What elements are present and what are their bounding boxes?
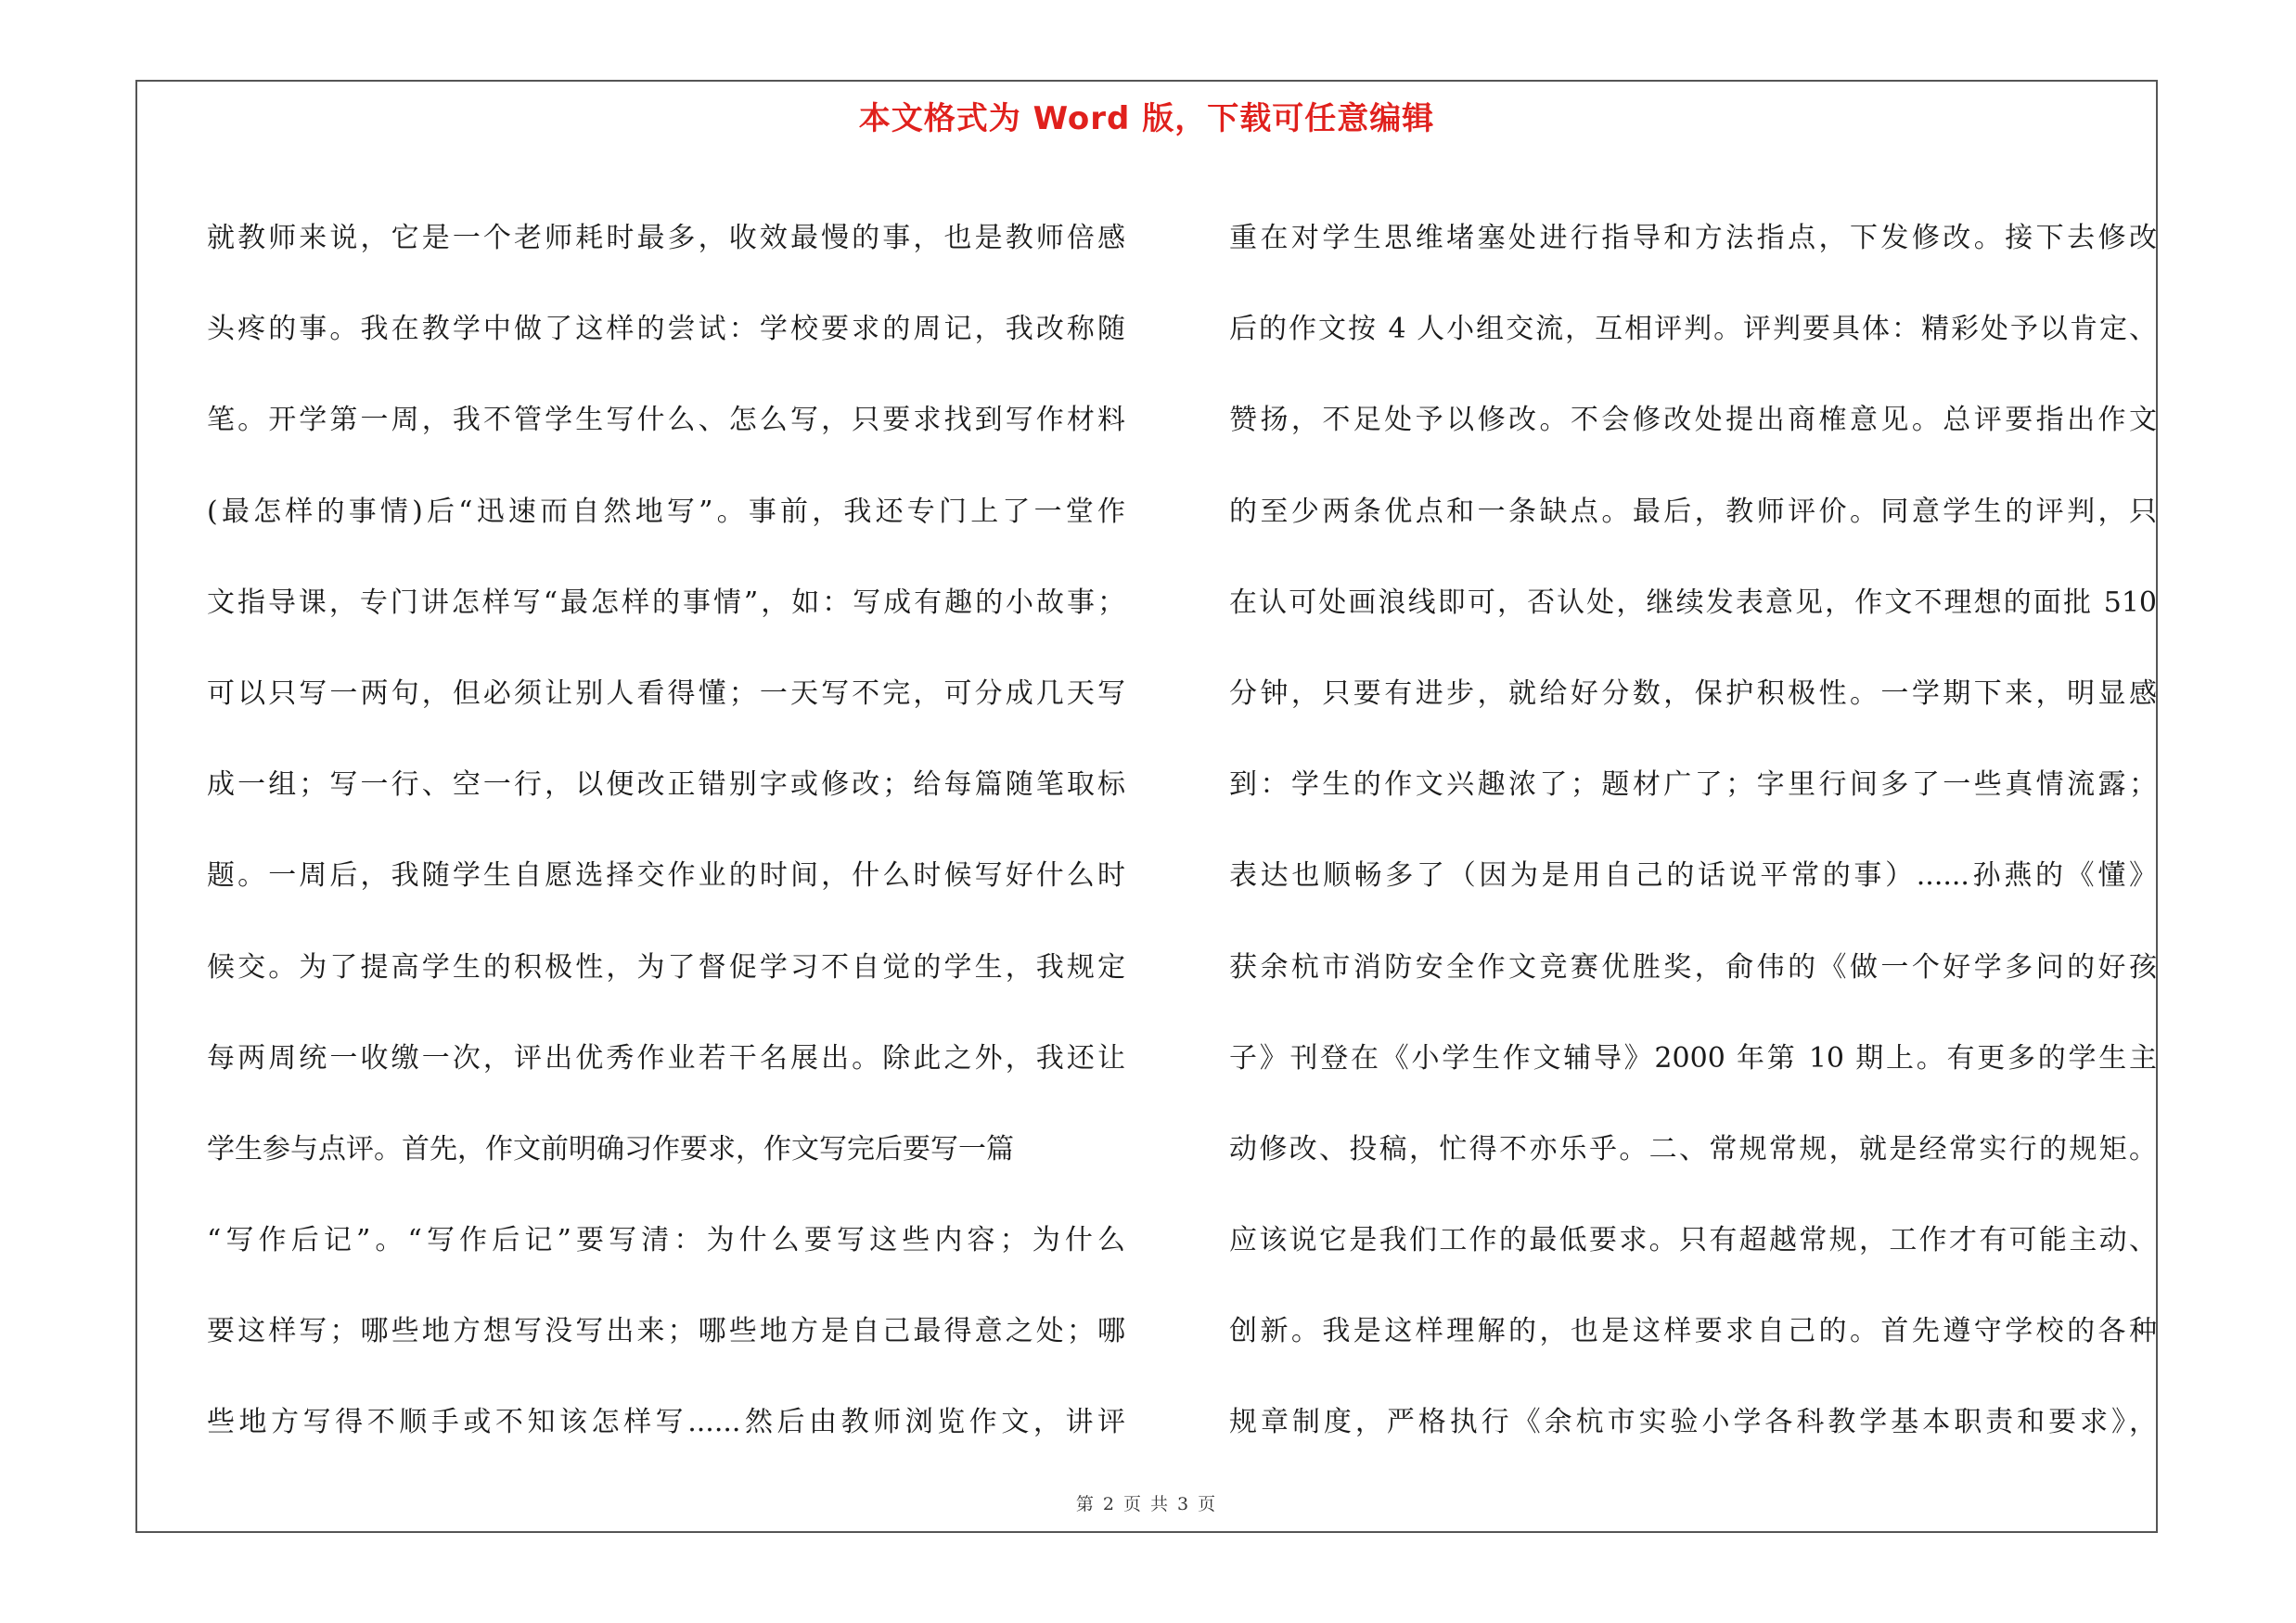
text-line: 可以只写一两句，但必须让别人看得懂；一天写不完，可分成几天写 [207,676,1125,710]
page-number-footer: 第 2 页 共 3 页 [1075,1494,1218,1514]
text-line: 笔。开学第一周，我不管学生写什么、怎么写，只要求找到写作材料 [207,404,1125,437]
text-line: 重在对学生思维堵塞处进行指导和方法指点，下发修改。接下去修改 [1229,222,2157,254]
right-text-column [1229,193,2157,1469]
text-line: 动修改、投稿，忙得不亦乐乎。二、常规常规，就是经常实行的规矩。 [1229,1132,2157,1166]
page-frame [135,80,2158,1533]
text-line: 学生参与点评。首先，作文前明确习作要求，作文写完后要写一篇 [207,1132,1014,1166]
text-line: 候交。为了提高学生的积极性，为了督促学习不自觉的学生，我规定 [207,950,1125,984]
text-line: 的至少两条优点和一条缺点。最后，教师评价。同意学生的评判，只 [1229,495,2157,528]
text-line: 在认可处画浪线即可，否认处，继续发表意见，作文不理想的面批 510 [1229,586,2157,619]
text-line: (最怎样的事情)后“迅速而自然地写”。事前，我还专门上了一堂作 [207,495,1125,528]
text-line: 获余杭市消防安全作文竞赛优胜奖，俞伟的《做一个好学多问的好孩 [1229,950,2157,984]
text-line: 文指导课，专门讲怎样写“最怎样的事情”，如：写成有趣的小故事； [207,586,1125,619]
text-line: “写作后记”。“写作后记”要写清：为什么要写这些内容；为什么 [207,1224,1125,1257]
text-line: 就教师来说，它是一个老师耗时最多，收效最慢的事，也是教师倍感 [207,222,1125,254]
text-line: 到：学生的作文兴趣浓了；题材广了；字里行间多了一些真情流露； [1229,768,2157,802]
text-line: 规章制度，严格执行《余杭市实验小学各科教学基本职责和要求》， [1229,1406,2157,1439]
text-line: 应该说它是我们工作的最低要求。只有超越常规，工作才有可能主动、 [1229,1224,2157,1257]
text-line: 题。一周后，我随学生自愿选择交作业的时间，什么时候写好什么时 [207,859,1125,893]
word-format-notice: 本文格式为 Word 版，下载可任意编辑 [858,100,1435,137]
text-line: 表达也顺畅多了（因为是用自己的话说平常的事）......孙燕的《懂》 [1229,859,2157,893]
text-line: 后的作文按 4 人小组交流，互相评判。评判要具体：精彩处予以肯定、 [1229,313,2157,346]
text-line: 头疼的事。我在教学中做了这样的尝试：学校要求的周记，我改称随 [207,313,1125,346]
text-line: 创新。我是这样理解的，也是这样要求自己的。首先遵守学校的各种 [1229,1315,2157,1348]
left-text-column [207,193,1125,1469]
text-line: 分钟，只要有进步，就给好分数，保护积极性。一学期下来，明显感 [1229,676,2157,710]
text-line: 每两周统一收缴一次，评出优秀作业若干名展出。除此之外，我还让 [207,1041,1125,1075]
text-line: 赞扬，不足处予以修改。不会修改处提出商榷意见。总评要指出作文 [1229,404,2157,437]
text-line: 子》刊登在《小学生作文辅导》2000 年第 10 期上。有更多的学生主 [1229,1041,2157,1075]
text-line: 成一组；写一行、空一行，以便改正错别字或修改；给每篇随笔取标 [207,768,1125,802]
text-line: 些地方写得不顺手或不知该怎样写......然后由教师浏览作文，讲评 [207,1406,1125,1439]
text-line: 要这样写；哪些地方想写没写出来；哪些地方是自己最得意之处；哪 [207,1315,1125,1348]
